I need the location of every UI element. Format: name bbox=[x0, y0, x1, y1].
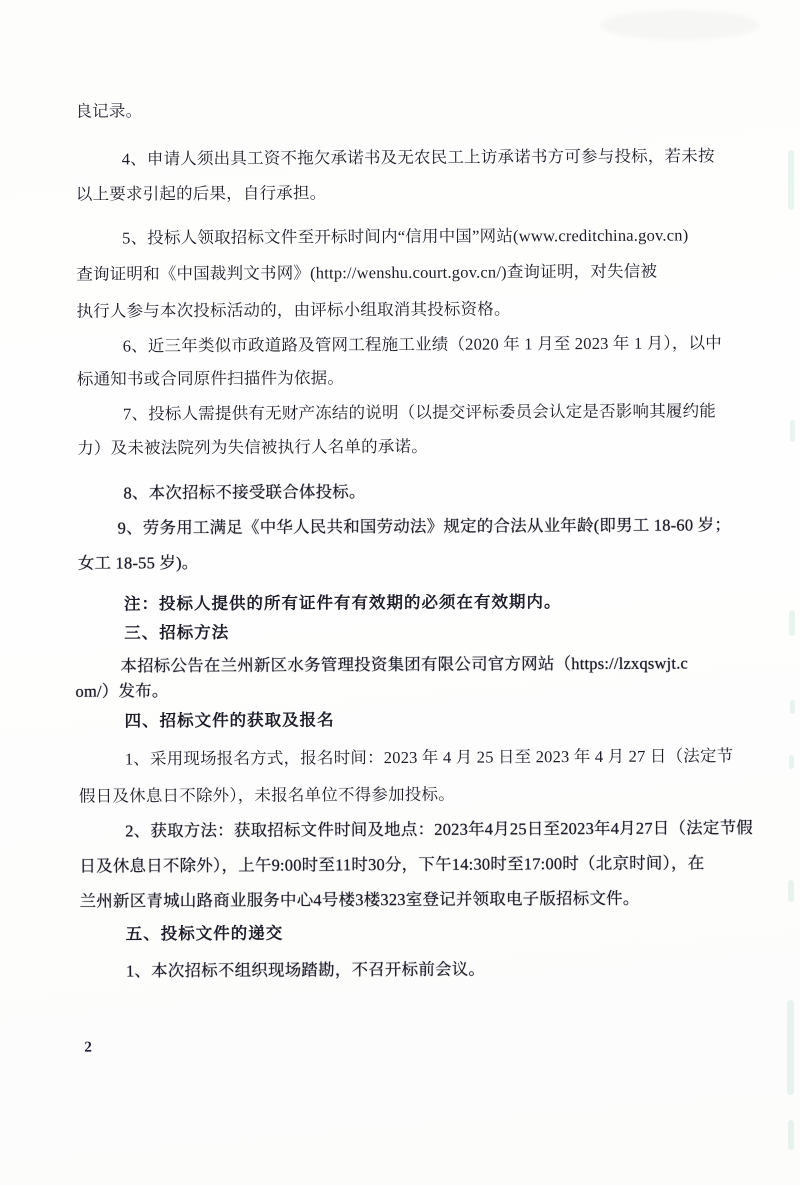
clause-7-line-2: 力）及未被法院列为失信被执行人名单的承诺。 bbox=[77, 436, 428, 458]
clause-4-line-2: 以上要求引起的后果，自行承担。 bbox=[75, 183, 327, 204]
section-5-item-1: 1、本次招标不组织现场踏勘，不召开标前会议。 bbox=[125, 959, 486, 981]
heading-section-4: 四、招标文件的获取及报名 bbox=[124, 710, 335, 731]
section-4-item-1-line-2: 假日及休息日不除外），未报名单位不得参加投标。 bbox=[78, 784, 455, 806]
clause-6-line-2: 标通知书或合同原件扫描件为依据。 bbox=[76, 368, 345, 389]
section-4-item-2-line-3: 兰州新区青城山路商业服务中心4号楼3楼323室登记并领取电子版招标文件。 bbox=[79, 888, 640, 911]
clause-6-line-1: 6、近三年类似市政道路及管网工程施工业绩（2020 年 1 月至 2023 年 1 月），以中 bbox=[122, 333, 722, 356]
clause-4-line-1: 4、申请人须出具工资不拖欠承诺书及无农民工上访承诺书方可参与投标，若未按 bbox=[121, 146, 715, 169]
clause-8-line-1: 8、本次招标不接受联合体投标。 bbox=[123, 482, 366, 503]
clause-9-line-2: 女工 18-55 岁)。 bbox=[77, 553, 199, 573]
clause-5-line-1: 5、投标人领取招标文件至开标时间内“信用中国”网站(www.creditchina.gov.cn) bbox=[122, 225, 689, 248]
heading-section-3: 三、招标方法 bbox=[124, 622, 230, 643]
clause-9-line-1: 9、劳务用工满足《中华人民共和国劳动法》规定的合法从业年龄(即男工 18-60 岁； bbox=[117, 515, 732, 538]
section-4-item-1-line-1: 1、采用现场报名方式，报名时间：2023 年 4 月 25 日至 2023 年 4 月 27 日（法定节 bbox=[124, 746, 734, 769]
page-number: 2 bbox=[84, 1039, 92, 1056]
section-3-body-line-1: 本招标公告在兰州新区水务管理投资集团有限公司官方网站（https://lzxqswjt.c bbox=[120, 653, 689, 676]
section-4-item-2-line-2: 日及休息日不除外），上午9:00时至11时30分，下午14:30时至17:00时（北京时间），在 bbox=[79, 853, 705, 876]
note-line: 注：投标人提供的所有证件有有效期的必须在有效期内。 bbox=[123, 592, 562, 614]
clause-5-line-2: 查询证明和《中国裁判文书网》(http://wenshu.court.gov.cn/)查询证明，对失信被 bbox=[76, 261, 658, 284]
clause-3-continuation: 良记录。 bbox=[75, 101, 143, 121]
section-4-item-2-line-1: 2、获取方法：获取招标文件时间及地点：2023年4月25日至2023年4月27日（法定节假 bbox=[125, 818, 753, 841]
section-3-body-line-2: om/）发布。 bbox=[75, 681, 169, 701]
clause-7-line-1: 7、投标人需提供有无财产冻结的说明（以提交评标委员会认定是否影响其履约能 bbox=[122, 401, 717, 424]
heading-section-5: 五、投标文件的递交 bbox=[125, 923, 284, 944]
clause-5-line-3: 执行人参与本次投标活动的，由评标小组取消其投标资格。 bbox=[76, 299, 511, 321]
